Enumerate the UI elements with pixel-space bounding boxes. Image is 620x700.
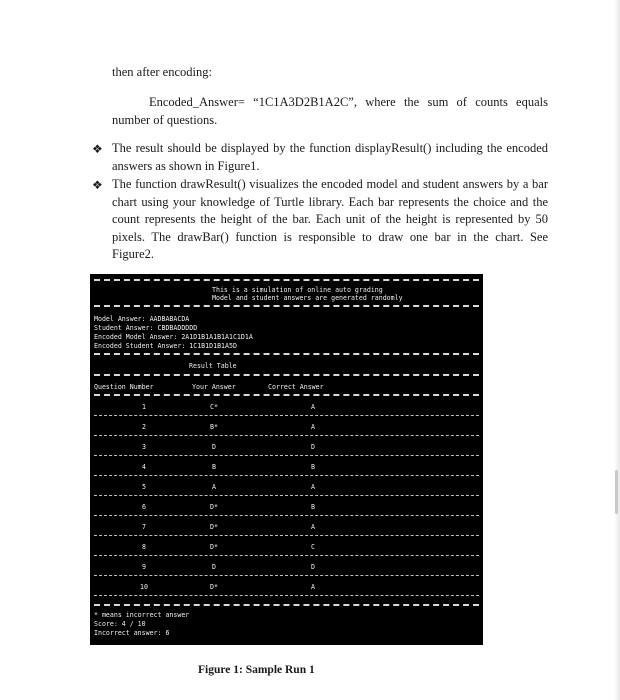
question-number: 10 xyxy=(140,583,148,591)
bullet-text: The result should be displayed by the function displayResult() including the encoded answers as shown in Figure1. xyxy=(112,141,548,173)
student-answer: Student Answer: CBDBADDDDD xyxy=(94,324,198,332)
separator xyxy=(94,475,479,476)
table-row xyxy=(90,523,483,531)
score-line: Score: 4 / 10 xyxy=(94,620,146,628)
terminal-screenshot xyxy=(90,274,483,645)
separator xyxy=(94,535,479,536)
incorrect-count: Incorrect answer: 6 xyxy=(94,629,170,637)
diamond-bullet-icon: ❖ xyxy=(92,142,103,156)
your-answer: D* xyxy=(210,503,218,511)
correct-answer: C xyxy=(311,543,315,551)
question-number: 1 xyxy=(142,403,146,411)
correct-answer: D xyxy=(311,443,315,451)
table-row xyxy=(90,443,483,451)
separator xyxy=(94,415,479,416)
correct-answer: D xyxy=(311,563,315,571)
list-item xyxy=(88,140,548,175)
incorrect-note: * means incorrect answer xyxy=(94,611,190,619)
correct-answer: A xyxy=(311,423,315,431)
table-row xyxy=(90,483,483,491)
column-header: Question Number xyxy=(94,383,154,391)
table-row xyxy=(90,403,483,411)
page-edge-shadow xyxy=(614,0,620,700)
scrollbar[interactable] xyxy=(615,470,618,514)
question-number: 7 xyxy=(142,523,146,531)
result-table-title: Result Table xyxy=(189,362,237,370)
question-number: 6 xyxy=(142,503,146,511)
your-answer: B xyxy=(212,463,216,471)
separator xyxy=(94,279,479,281)
question-number: 2 xyxy=(142,423,146,431)
diamond-bullet-icon: ❖ xyxy=(92,178,103,192)
intro-text: then after encoding: xyxy=(112,65,212,79)
correct-answer: B xyxy=(311,503,315,511)
separator xyxy=(94,455,479,456)
column-header: Correct Answer xyxy=(268,383,324,391)
question-number: 4 xyxy=(142,463,146,471)
separator xyxy=(94,604,479,606)
separator xyxy=(94,595,479,596)
separator xyxy=(94,495,479,496)
your-answer: A xyxy=(212,483,216,491)
your-answer: D xyxy=(212,443,216,451)
table-row xyxy=(90,503,483,511)
your-answer: D* xyxy=(210,583,218,591)
encoded-model-answer: Encoded Model Answer: 2A1D1B1A1B1A1C1D1A xyxy=(94,333,253,341)
figure-caption: Figure 1: Sample Run 1 xyxy=(198,664,315,676)
encoded-student-answer: Encoded Student Answer: 1C1B1D1B1A5D xyxy=(94,342,237,350)
list-item xyxy=(88,176,548,264)
encoded-answer-paragraph: Encoded_Answer= “1C1A3D2B1A2C”, where the sum of counts equals number of questions. xyxy=(112,95,548,127)
separator xyxy=(94,575,479,576)
separator xyxy=(94,435,479,436)
table-row xyxy=(90,543,483,551)
your-answer: D* xyxy=(210,543,218,551)
terminal-header-line: Model and student answers are generated randomly xyxy=(212,294,403,302)
separator xyxy=(94,555,479,556)
correct-answer: A xyxy=(311,403,315,411)
your-answer: D xyxy=(212,563,216,571)
your-answer: B* xyxy=(210,423,218,431)
your-answer: C* xyxy=(210,403,218,411)
separator xyxy=(94,353,479,355)
question-number: 8 xyxy=(142,543,146,551)
table-row xyxy=(90,563,483,571)
correct-answer: A xyxy=(311,583,315,591)
requirements-list xyxy=(88,140,548,265)
table-row xyxy=(90,583,483,591)
separator xyxy=(94,515,479,516)
model-answer: Model Answer: AADBABACDA xyxy=(94,315,190,323)
separator xyxy=(94,374,479,376)
question-number: 5 xyxy=(142,483,146,491)
your-answer: D* xyxy=(210,523,218,531)
correct-answer: B xyxy=(311,463,315,471)
bullet-text: The function drawResult() visualizes the encoded model and student answers by a bar chart using your knowledge of Turtle library. Each bar represents the choice and the count represents the height of the bar. Each unit of the height is represented by 50 pixels. The drawBar() function is responsible to draw one bar in the chart. See Figure2. xyxy=(112,177,548,261)
terminal-header-line: This is a simulation of online auto grading xyxy=(212,286,383,294)
table-row xyxy=(90,423,483,431)
correct-answer: A xyxy=(311,523,315,531)
table-row xyxy=(90,463,483,471)
separator xyxy=(94,394,479,396)
question-number: 9 xyxy=(142,563,146,571)
question-number: 3 xyxy=(142,443,146,451)
column-header: Your Answer xyxy=(192,383,236,391)
correct-answer: A xyxy=(311,483,315,491)
separator xyxy=(94,305,479,307)
